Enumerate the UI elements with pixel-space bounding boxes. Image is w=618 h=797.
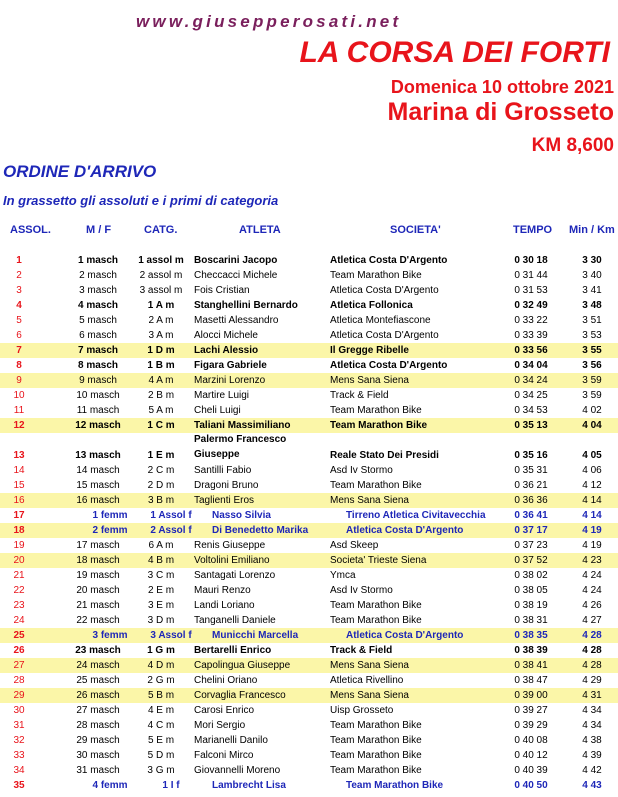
time-cell: 0 38 41 <box>514 660 548 671</box>
gender-rank-cell: 8 masch <box>77 360 119 371</box>
col-header-minkm: Min / Km <box>569 224 615 236</box>
table-row <box>0 688 618 703</box>
position-cell: 6 <box>16 330 22 341</box>
table-row <box>0 628 618 643</box>
time-cell: 0 38 35 <box>514 630 548 641</box>
position-cell: 4 <box>16 300 22 311</box>
pace-cell: 4 06 <box>582 465 602 476</box>
gender-rank-cell: 15 masch <box>76 480 120 491</box>
table-row <box>0 748 618 763</box>
table-row <box>0 598 618 613</box>
athlete-cell: Lachi Alessio <box>194 345 259 356</box>
gender-rank-cell: 22 masch <box>76 615 120 626</box>
gender-rank-cell: 3 femm <box>92 630 128 641</box>
gender-rank-cell: 5 masch <box>79 315 117 326</box>
pace-cell: 3 51 <box>582 315 602 326</box>
gender-rank-cell: 9 masch <box>79 375 117 386</box>
table-row <box>0 343 618 358</box>
gender-rank-cell: 2 masch <box>79 270 117 281</box>
pace-cell: 3 55 <box>582 345 602 356</box>
gender-rank-cell: 24 masch <box>76 660 120 671</box>
pace-cell: 4 04 <box>582 420 602 431</box>
time-cell: 0 34 04 <box>514 360 548 371</box>
athlete-cell: Figara Gabriele <box>194 360 267 371</box>
pace-cell: 4 02 <box>582 405 602 416</box>
position-cell: 11 <box>13 405 25 416</box>
time-cell: 0 33 39 <box>514 330 548 341</box>
athlete-cell: Capolingua Giuseppe <box>194 660 291 671</box>
time-cell: 0 30 18 <box>514 255 548 266</box>
position-cell: 15 <box>13 480 25 491</box>
time-cell: 0 35 31 <box>514 465 548 476</box>
category-cell: 3 A m <box>148 330 174 341</box>
athlete-cell: Cheli Luigi <box>194 405 241 416</box>
pace-cell: 3 41 <box>582 285 602 296</box>
pace-cell: 4 12 <box>582 480 602 491</box>
athlete-cell: Municchi Marcella <box>212 630 299 641</box>
pace-cell: 4 38 <box>582 735 602 746</box>
position-cell: 21 <box>13 570 25 581</box>
category-cell: 1 G m <box>147 645 175 656</box>
section-title: ORDINE D'ARRIVO <box>3 162 157 181</box>
club-cell: Tirreno Atletica Civitavecchia <box>346 510 486 521</box>
gender-rank-cell: 4 femm <box>92 780 128 791</box>
time-cell: 0 37 52 <box>514 555 548 566</box>
time-cell: 0 40 08 <box>514 735 548 746</box>
table-row <box>0 718 618 733</box>
site-url[interactable]: www.giusepperosati.net <box>136 12 402 31</box>
pace-cell: 4 19 <box>582 540 602 551</box>
pace-cell: 3 40 <box>582 270 602 281</box>
athlete-cell: Alocci Michele <box>194 330 258 341</box>
gender-rank-cell: 11 masch <box>76 405 120 416</box>
position-cell: 17 <box>13 510 25 521</box>
col-header-societa: SOCIETA' <box>390 224 441 236</box>
time-cell: 0 40 39 <box>514 765 548 776</box>
pace-cell: 4 27 <box>582 615 602 626</box>
category-cell: 1 E m <box>147 450 175 461</box>
gender-rank-cell: 7 masch <box>77 345 119 356</box>
table-row <box>0 283 618 298</box>
table-row <box>0 673 618 688</box>
table-row <box>0 388 618 403</box>
gender-rank-cell: 29 masch <box>76 735 120 746</box>
table-row <box>0 763 618 778</box>
time-cell: 0 33 22 <box>514 315 548 326</box>
position-cell: 9 <box>16 375 22 386</box>
pace-cell: 4 28 <box>582 660 602 671</box>
category-cell: 5 A m <box>148 405 174 416</box>
athlete-cell: Mauri Renzo <box>194 585 251 596</box>
pace-cell: 4 31 <box>582 690 602 701</box>
athlete-cell: Palermo Francesco Giuseppe <box>194 434 287 460</box>
athlete-cell: Marzini Lorenzo <box>194 375 266 386</box>
club-cell: Asd Iv Stormo <box>330 465 393 476</box>
position-cell: 12 <box>13 420 25 431</box>
club-cell: Track & Field <box>330 645 393 656</box>
gender-rank-cell: 13 masch <box>75 450 121 461</box>
athlete-cell: Mori Sergio <box>194 720 246 731</box>
position-cell: 16 <box>13 495 25 506</box>
time-cell: 0 38 19 <box>514 600 548 611</box>
time-cell: 0 36 41 <box>514 510 548 521</box>
athlete-cell: Lambrecht Lisa <box>212 780 286 791</box>
position-cell: 33 <box>13 750 25 761</box>
athlete-cell: Marianelli Danilo <box>194 735 268 746</box>
pace-cell: 4 19 <box>582 525 602 536</box>
club-cell: Il Gregge Ribelle <box>330 345 409 356</box>
club-cell: Team Marathon Bike <box>330 420 428 431</box>
col-header-catg: CATG. <box>144 224 178 236</box>
col-header-atleta: ATLETA <box>239 224 281 236</box>
page-title: LA CORSA DEI FORTI <box>299 36 610 69</box>
pace-cell: 4 43 <box>582 780 602 791</box>
time-cell: 0 38 47 <box>514 675 548 686</box>
athlete-cell: Landi Loriano <box>194 600 255 611</box>
category-cell: 2 D m <box>147 480 175 491</box>
category-cell: 2 C m <box>147 465 175 476</box>
table-row <box>0 778 618 793</box>
position-cell: 32 <box>13 735 25 746</box>
position-cell: 19 <box>13 540 25 551</box>
gender-rank-cell: 18 masch <box>76 555 120 566</box>
athlete-cell: Falconi Mirco <box>194 750 254 761</box>
gender-rank-cell: 3 masch <box>79 285 117 296</box>
position-cell: 27 <box>13 660 25 671</box>
category-cell: 1 assol m <box>138 255 184 266</box>
pace-cell: 4 24 <box>582 570 602 581</box>
club-cell: Team Marathon Bike <box>330 720 422 731</box>
results-table <box>0 253 618 793</box>
gender-rank-cell: 14 masch <box>76 465 120 476</box>
athlete-cell: Masetti Alessandro <box>194 315 279 326</box>
table-row <box>0 463 618 478</box>
table-row <box>0 538 618 553</box>
gender-rank-cell: 17 masch <box>76 540 120 551</box>
category-cell: 4 E m <box>147 705 175 716</box>
gender-rank-cell: 16 masch <box>76 495 120 506</box>
table-row <box>0 358 618 373</box>
table-row <box>0 658 618 673</box>
gender-rank-cell: 19 masch <box>76 570 120 581</box>
time-cell: 0 32 49 <box>514 300 548 311</box>
time-cell: 0 38 31 <box>514 615 548 626</box>
club-cell: Atletica Costa D'Argento <box>330 360 448 371</box>
club-cell: Asd Iv Stormo <box>330 585 393 596</box>
category-cell: 5 E m <box>147 735 175 746</box>
time-cell: 0 36 21 <box>514 480 548 491</box>
table-row <box>0 733 618 748</box>
gender-rank-cell: 6 masch <box>79 330 117 341</box>
time-cell: 0 35 16 <box>514 450 548 461</box>
position-cell: 26 <box>13 645 25 656</box>
gender-rank-cell: 28 masch <box>76 720 120 731</box>
position-cell: 5 <box>16 315 22 326</box>
pace-cell: 4 05 <box>582 450 602 461</box>
club-cell: Team Marathon Bike <box>330 405 422 416</box>
table-row <box>0 418 618 433</box>
event-date: Domenica 10 ottobre 2021 <box>390 77 614 97</box>
time-cell: 0 34 24 <box>514 375 548 386</box>
position-cell: 10 <box>13 390 25 401</box>
pace-cell: 3 56 <box>582 360 602 371</box>
table-row <box>0 373 618 388</box>
category-cell: 5 D m <box>147 750 175 761</box>
table-row <box>0 478 618 493</box>
time-cell: 0 39 27 <box>514 705 548 716</box>
gender-rank-cell: 31 masch <box>76 765 120 776</box>
category-cell: 1 B m <box>147 360 175 371</box>
category-cell: 4 C m <box>147 720 175 731</box>
category-cell: 1 C m <box>147 420 175 431</box>
club-cell: Mens Sana Siena <box>330 660 409 671</box>
time-cell: 0 39 29 <box>514 720 548 731</box>
position-cell: 25 <box>13 630 25 641</box>
category-cell: 6 A m <box>148 540 174 551</box>
position-cell: 3 <box>16 285 22 296</box>
table-row <box>0 583 618 598</box>
pace-cell: 3 30 <box>582 255 602 266</box>
legend-note: In grassetto gli assoluti e i primi di categoria <box>3 193 279 208</box>
club-cell: Atletica Follonica <box>330 300 413 311</box>
category-cell: 2 Assol f <box>150 525 192 536</box>
table-row <box>0 253 618 268</box>
table-row <box>0 613 618 628</box>
race-distance: KM 8,600 <box>531 135 614 156</box>
col-header-mf: M / F <box>86 224 112 236</box>
position-cell: 13 <box>13 450 25 461</box>
category-cell: 3 Assol f <box>150 630 192 641</box>
category-cell: 1 Assol f <box>150 510 192 521</box>
gender-rank-cell: 1 femm <box>92 510 128 521</box>
athlete-cell: Santilli Fabio <box>194 465 252 476</box>
athlete-cell: Dragoni Bruno <box>194 480 259 491</box>
table-row <box>0 508 618 523</box>
gender-rank-cell: 25 masch <box>76 675 120 686</box>
position-cell: 23 <box>13 600 25 611</box>
category-cell: 3 D m <box>147 615 175 626</box>
athlete-cell: Fois Cristian <box>194 285 250 296</box>
table-row <box>0 703 618 718</box>
athlete-cell: Checcacci Michele <box>194 270 278 281</box>
club-cell: Atletica Costa D'Argento <box>346 630 464 641</box>
position-cell: 2 <box>16 270 22 281</box>
category-cell: 1 A m <box>147 300 175 311</box>
athlete-cell: Voltolini Emiliano <box>194 555 270 566</box>
athlete-cell: Taglienti Eros <box>194 495 255 506</box>
pace-cell: 4 28 <box>582 630 602 641</box>
pace-cell: 3 59 <box>582 390 602 401</box>
time-cell: 0 33 56 <box>514 345 548 356</box>
club-cell: Uisp Grosseto <box>330 705 394 716</box>
col-header-assol: ASSOL. <box>10 224 51 236</box>
club-cell: Atletica Montefiascone <box>330 315 431 326</box>
pace-cell: 4 24 <box>582 585 602 596</box>
category-cell: 2 E m <box>147 585 175 596</box>
club-cell: Team Marathon Bike <box>330 600 422 611</box>
table-row <box>0 568 618 583</box>
pace-cell: 4 34 <box>582 720 602 731</box>
club-cell: Mens Sana Siena <box>330 375 409 386</box>
position-cell: 24 <box>13 615 25 626</box>
table-row <box>0 313 618 328</box>
table-row <box>0 643 618 658</box>
position-cell: 28 <box>13 675 25 686</box>
pace-cell: 4 14 <box>582 495 602 506</box>
club-cell: Team Marathon Bike <box>330 480 422 491</box>
gender-rank-cell: 30 masch <box>76 750 120 761</box>
gender-rank-cell: 12 masch <box>75 420 121 431</box>
category-cell: 3 B m <box>147 495 175 506</box>
table-row <box>0 328 618 343</box>
athlete-cell: Stanghellini Bernardo <box>194 300 298 311</box>
category-cell: 4 B m <box>147 555 175 566</box>
gender-rank-cell: 23 masch <box>75 645 121 656</box>
club-cell: Team Marathon Bike <box>330 765 422 776</box>
time-cell: 0 38 05 <box>514 585 548 596</box>
position-cell: 35 <box>13 780 25 791</box>
position-cell: 18 <box>13 525 25 536</box>
time-cell: 0 39 00 <box>514 690 548 701</box>
category-cell: 1 I f <box>162 780 180 791</box>
athlete-cell: Carosi Enrico <box>194 705 255 716</box>
position-cell: 30 <box>13 705 25 716</box>
athlete-cell: Corvaglia Francesco <box>194 690 286 701</box>
pace-cell: 3 48 <box>582 300 602 311</box>
time-cell: 0 40 50 <box>514 780 548 791</box>
pace-cell: 4 29 <box>582 675 602 686</box>
position-cell: 7 <box>16 345 22 356</box>
athlete-cell: Martire Luigi <box>194 390 250 401</box>
table-row <box>0 493 618 508</box>
table-row <box>0 553 618 568</box>
club-cell: Atletica Costa D'Argento <box>346 525 464 536</box>
club-cell: Atletica Costa D'Argento <box>330 255 448 266</box>
club-cell: Team Marathon Bike <box>330 735 422 746</box>
athlete-cell: Di Benedetto Marika <box>212 525 309 536</box>
category-cell: 5 B m <box>147 690 175 701</box>
category-cell: 3 C m <box>147 570 175 581</box>
time-cell: 0 38 02 <box>514 570 548 581</box>
position-cell: 8 <box>16 360 22 371</box>
gender-rank-cell: 26 masch <box>76 690 120 701</box>
position-cell: 34 <box>13 765 25 776</box>
club-cell: Team Marathon Bike <box>330 615 422 626</box>
pace-cell: 4 42 <box>582 765 602 776</box>
time-cell: 0 36 36 <box>514 495 548 506</box>
club-cell: Track & Field <box>330 390 389 401</box>
category-cell: 4 D m <box>147 660 175 671</box>
club-cell: Team Marathon Bike <box>346 780 444 791</box>
athlete-cell: Renis Giuseppe <box>194 540 266 551</box>
club-cell: Atletica Costa D'Argento <box>330 285 439 296</box>
club-cell: Atletica Rivellino <box>330 675 404 686</box>
athlete-cell: Chelini Oriano <box>194 675 258 686</box>
category-cell: 3 E m <box>147 600 175 611</box>
event-place: Marina di Grosseto <box>387 98 614 126</box>
category-cell: 2 assol m <box>139 270 183 281</box>
gender-rank-cell: 21 masch <box>76 600 120 611</box>
pace-cell: 4 39 <box>582 750 602 761</box>
time-cell: 0 37 17 <box>514 525 548 536</box>
club-cell: Mens Sana Siena <box>330 495 409 506</box>
time-cell: 0 40 12 <box>514 750 548 761</box>
club-cell: Asd Skeep <box>330 540 379 551</box>
pace-cell: 4 34 <box>582 705 602 716</box>
time-cell: 0 34 25 <box>514 390 548 401</box>
club-cell: Ymca <box>330 570 356 581</box>
pace-cell: 4 23 <box>582 555 602 566</box>
pace-cell: 3 53 <box>582 330 602 341</box>
gender-rank-cell: 1 masch <box>77 255 119 266</box>
table-row <box>0 298 618 313</box>
category-cell: 1 D m <box>147 345 175 356</box>
pace-cell: 3 59 <box>582 375 602 386</box>
athlete-cell: Tanganelli Daniele <box>194 615 276 626</box>
athlete-cell: Santagati Lorenzo <box>194 570 276 581</box>
gender-rank-cell: 10 masch <box>76 390 120 401</box>
athlete-cell: Boscarini Jacopo <box>194 255 278 266</box>
time-cell: 0 35 13 <box>514 420 548 431</box>
time-cell: 0 37 23 <box>514 540 548 551</box>
club-cell: Societa' Trieste Siena <box>330 555 427 566</box>
category-cell: 2 B m <box>147 390 175 401</box>
time-cell: 0 38 39 <box>514 645 548 656</box>
position-cell: 22 <box>13 585 25 596</box>
gender-rank-cell: 4 masch <box>77 300 119 311</box>
club-cell: Mens Sana Siena <box>330 690 409 701</box>
pace-cell: 4 14 <box>582 510 602 521</box>
gender-rank-cell: 20 masch <box>76 585 120 596</box>
pace-cell: 4 26 <box>582 600 602 611</box>
position-cell: 20 <box>13 555 25 566</box>
position-cell: 29 <box>13 690 25 701</box>
col-header-tempo: TEMPO <box>513 224 553 236</box>
category-cell: 4 A m <box>148 375 174 386</box>
club-cell: Reale Stato Dei Presidi <box>330 450 439 461</box>
position-cell: 31 <box>13 720 25 731</box>
gender-rank-cell: 27 masch <box>76 705 120 716</box>
table-row <box>0 433 618 463</box>
table-row <box>0 523 618 538</box>
table-row <box>0 268 618 283</box>
time-cell: 0 34 53 <box>514 405 548 416</box>
category-cell: 3 assol m <box>139 285 183 296</box>
athlete-cell: Bertarelli Enrico <box>194 645 272 656</box>
gender-rank-cell: 2 femm <box>92 525 128 536</box>
athlete-cell: Taliani Massimiliano <box>194 420 291 431</box>
time-cell: 0 31 44 <box>514 270 548 281</box>
table-row <box>0 403 618 418</box>
club-cell: Atletica Costa D'Argento <box>330 330 439 341</box>
category-cell: 3 G m <box>147 765 175 776</box>
athlete-cell: Giovannelli Moreno <box>194 765 281 776</box>
time-cell: 0 31 53 <box>514 285 548 296</box>
category-cell: 2 G m <box>147 675 175 686</box>
athlete-cell: Nasso Silvia <box>212 510 271 521</box>
club-cell: Team Marathon Bike <box>330 750 422 761</box>
position-cell: 14 <box>13 465 25 476</box>
club-cell: Team Marathon Bike <box>330 270 422 281</box>
category-cell: 2 A m <box>148 315 174 326</box>
position-cell: 1 <box>16 255 22 266</box>
pace-cell: 4 28 <box>582 645 602 656</box>
